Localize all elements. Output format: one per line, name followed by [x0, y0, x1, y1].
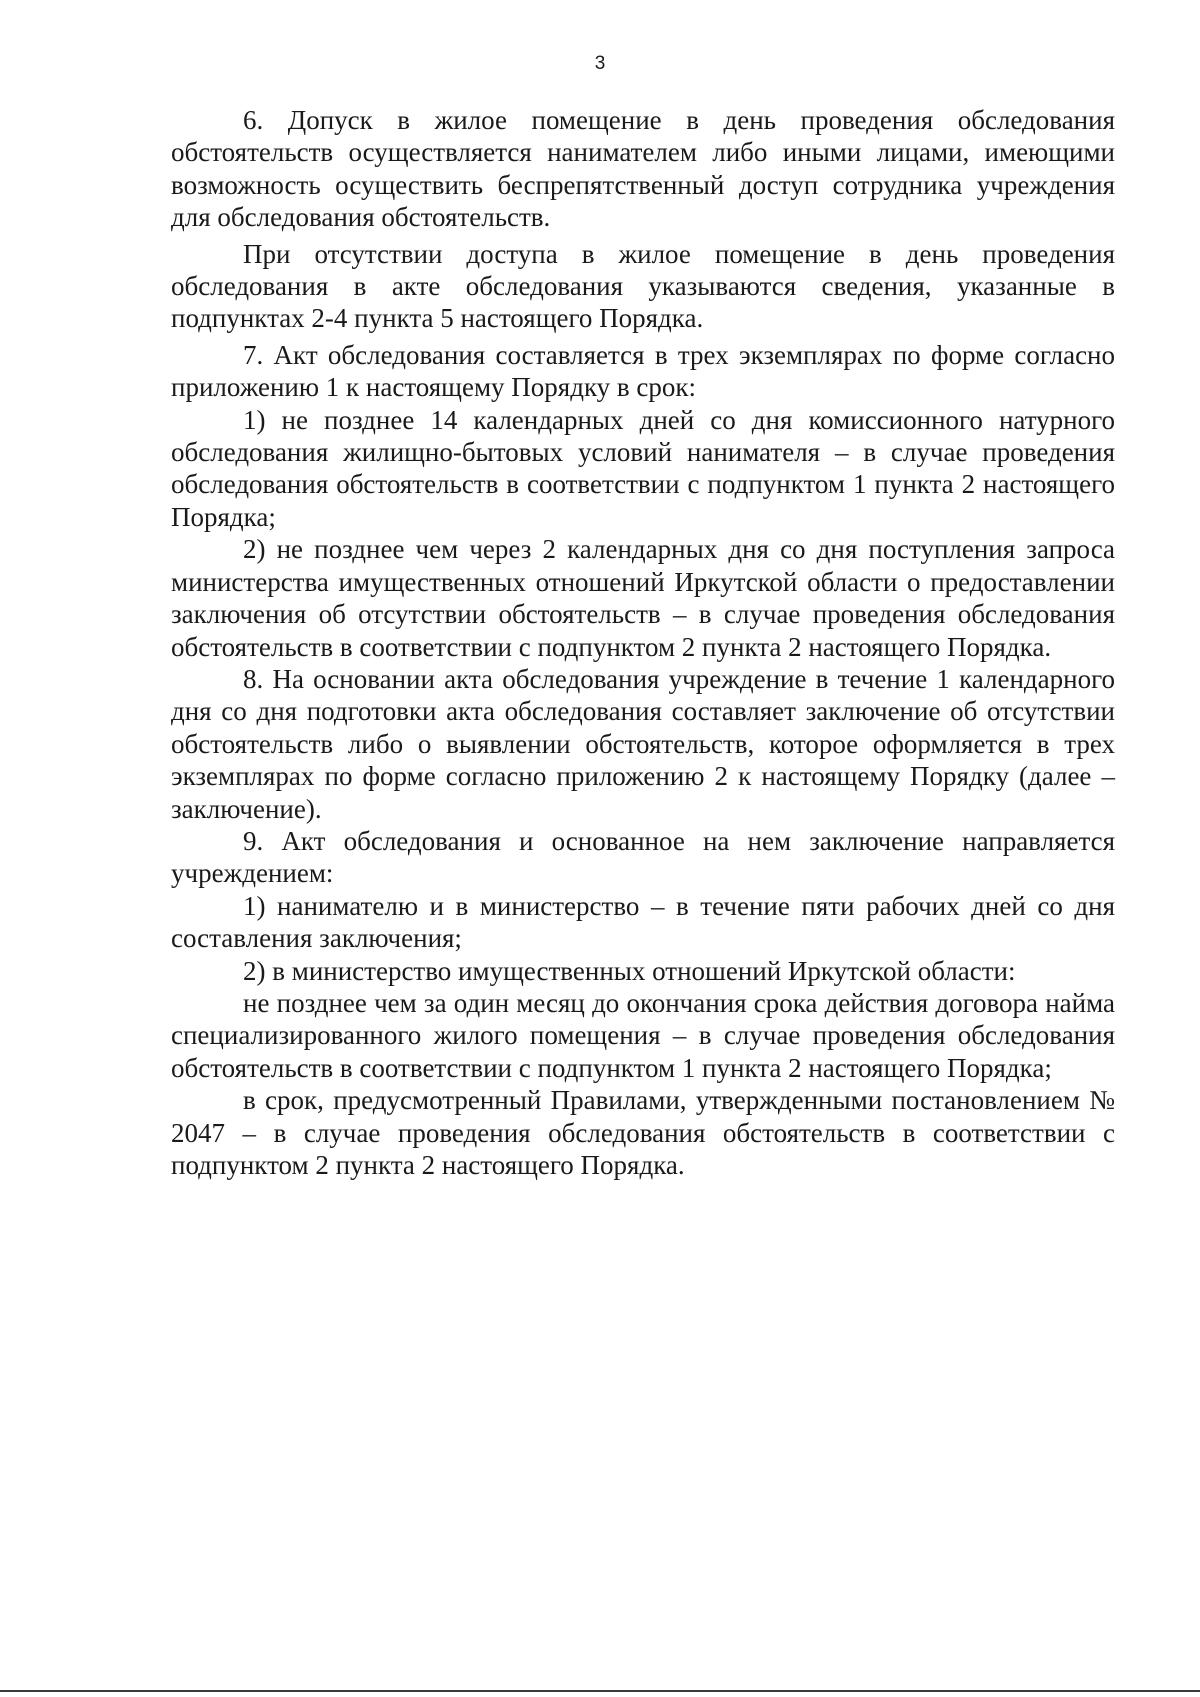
- page-bottom-edge: [0, 1690, 1200, 1692]
- paragraph-7-item-2: 2) не позднее чем через 2 календарных дня со дня поступления запроса министерства имущественных отношений Иркутской области о предоставлении заключения об отсутствии обстоятельств – в случае проведения обследования обстоятельств в соответствии с подпунктом 2 пункта 2 настоящего Порядка.: [171, 534, 1115, 662]
- paragraph-8-conclusion: 8. На основании акта обследования учреждение в течение 1 календарного дня со дня подготовки акта обследования составляет заключение об отсутствии обстоятельств либо о выявлении обстоятельств, которое оформляется в трех экземплярах по форме согласно приложению 2 к настоящему Порядку (далее – заключение).: [171, 663, 1115, 824]
- document-body: [171, 104, 1115, 1181]
- paragraph-9-item-2-deadline-1: не позднее чем за один месяц до окончания срока действия договора найма специализированного жилого помещения – в случае проведения обследования обстоятельств в соответствии с подпунктом 1 пункта 2 настоящего Порядка;: [171, 987, 1115, 1083]
- paragraph-9-sending: 9. Акт обследования и основанное на нем заключение направляется учреждением:: [171, 825, 1115, 889]
- paragraph-9-item-2: 2) в министерство имущественных отношений Иркутской области:: [243, 955, 1016, 986]
- page-number: 3: [594, 53, 606, 74]
- paragraph-no-access: При отсутствии доступа в жилое помещение в день проведения обследования в акте обследования указываются сведения, указанные в подпунктах 2-4 пункта 5 настоящего Порядка.: [171, 238, 1115, 334]
- paragraph-7-item-1: 1) не позднее 14 календарных дней со дня комиссионного натурного обследования жилищно-бытовых условий нанимателя – в случае проведения обследования обстоятельств в соответствии с подпунктом 1 пункта 2 настоящего Порядка;: [171, 404, 1115, 532]
- paragraph-9-item-1: 1) нанимателю и в министерство – в течение пяти рабочих дней со дня составления заключения;: [171, 890, 1115, 954]
- paragraph-6-access: 6. Допуск в жилое помещение в день проведения обследования обстоятельств осуществляется нанимателем либо иными лицами, имеющими возможность осуществить беспрепятственный доступ сотрудника учреждения для обследования обстоятельств.: [171, 105, 1115, 233]
- paragraph-9-item-2-deadline-2: в срок, предусмотренный Правилами, утвержденными постановлением № 2047 – в случае проведения обследования обстоятельств в соответствии с подпунктом 2 пункта 2 настоящего Порядка.: [171, 1085, 1115, 1180]
- paragraph-7-act: 7. Акт обследования составляется в трех экземплярах по форме согласно приложению 1 к настоящему Порядку в срок:: [171, 339, 1115, 403]
